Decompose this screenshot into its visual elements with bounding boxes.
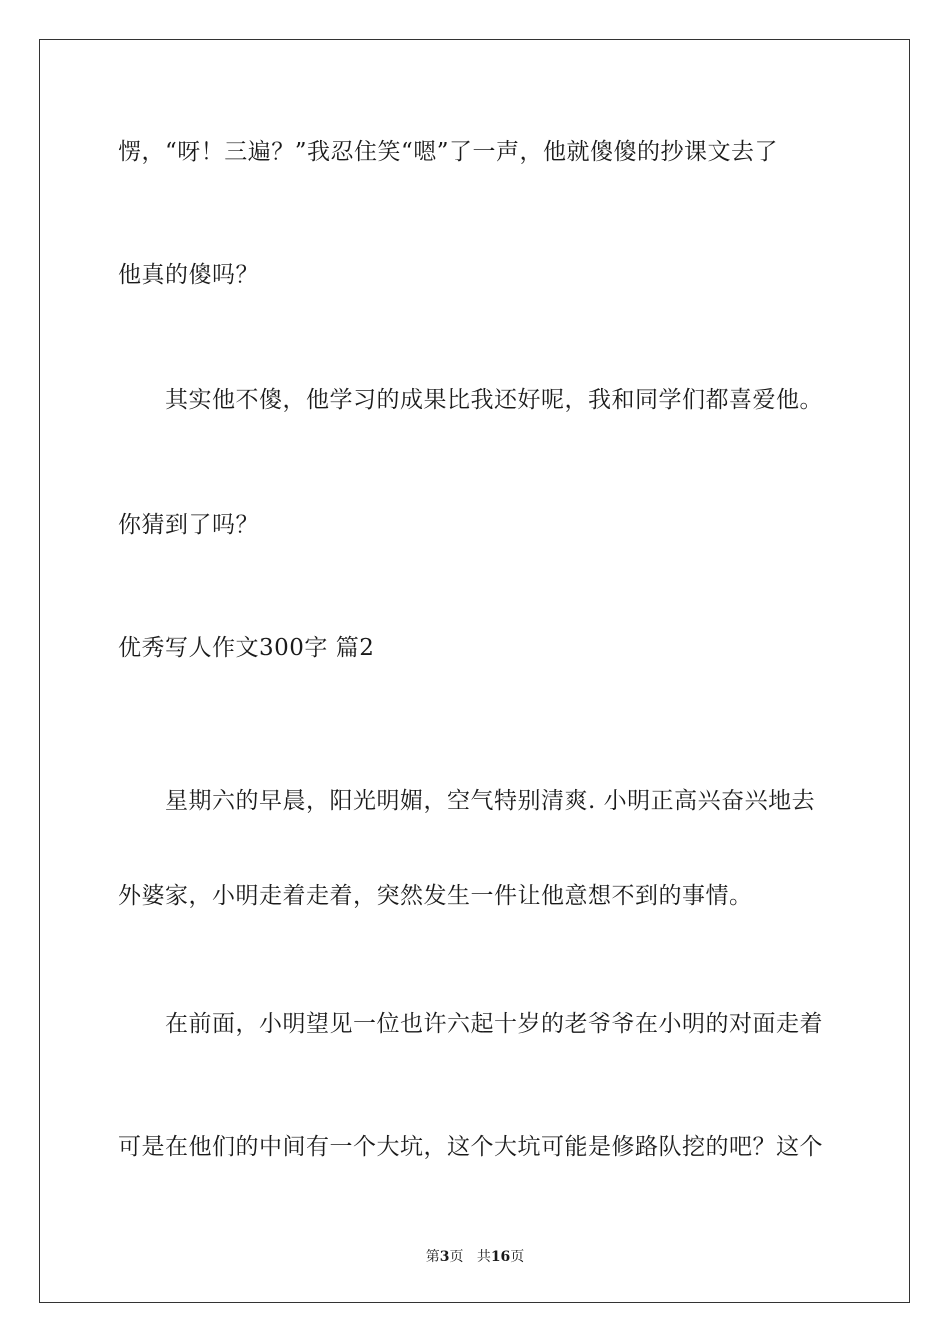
text-line-2: 他真的傻吗？	[118, 262, 259, 288]
text-line-4: 你猜到了吗？	[118, 512, 259, 538]
page-footer	[0, 1247, 950, 1267]
total-prefix: 共	[476, 1249, 491, 1265]
page-suffix: 页	[449, 1249, 464, 1265]
text-line-1: 愣，“呀！三遍？”我忍住笑“嗯”了一声，他就傻傻的抄课文去了	[118, 139, 779, 165]
current-page-number: 3	[439, 1249, 450, 1265]
total-pages-number: 16	[490, 1249, 511, 1265]
page-border	[39, 39, 910, 1303]
text-line-6: 星期六的早晨，阳光明媚，空气特别清爽. 小明正高兴奋兴地去	[165, 788, 816, 814]
text-line-9: 可是在他们的中间有一个大坑，这个大坑可能是修路队挖的吧？这个	[118, 1134, 823, 1160]
text-line-3: 其实他不傻，他学习的成果比我还好呢，我和同学们都喜爱他。	[165, 387, 823, 413]
section-heading: 优秀写人作文300字 篇2	[118, 635, 375, 661]
text-line-7: 外婆家，小明走着走着，突然发生一件让他意想不到的事情。	[118, 883, 753, 909]
page-prefix: 第	[425, 1249, 440, 1265]
text-line-8: 在前面，小明望见一位也许六起十岁的老爷爷在小明的对面走着	[165, 1011, 823, 1037]
total-suffix: 页	[510, 1249, 525, 1265]
